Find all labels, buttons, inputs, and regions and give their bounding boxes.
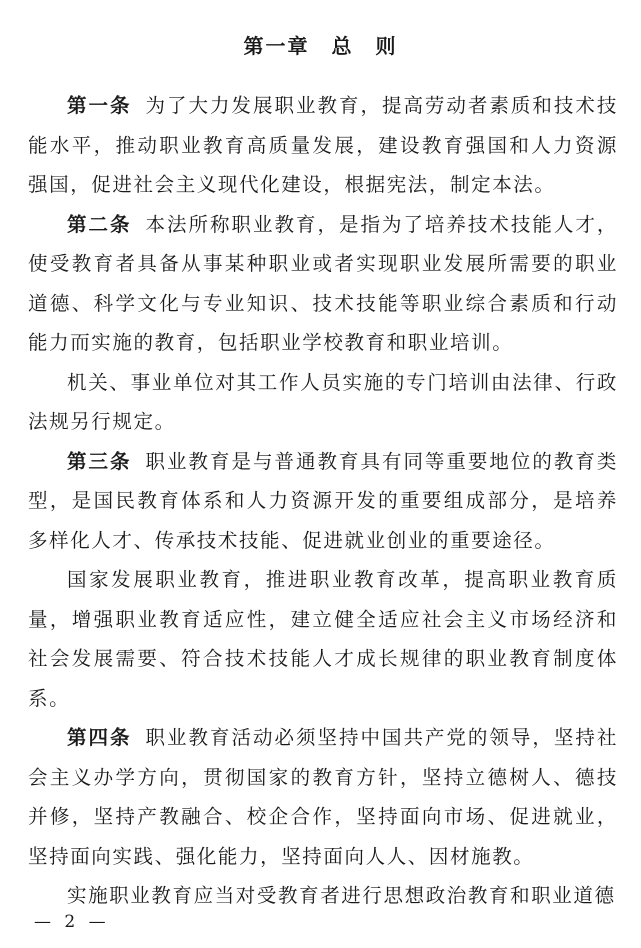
article-label: 第三条 xyxy=(67,449,132,473)
paragraph-text: 实施职业教育应当对受教育者进行思想政治教育和职业道德 xyxy=(67,884,616,907)
paragraph-text: 机关、事业单位对其工作人员实施的专门培训由法律、行政法规另行规定。 xyxy=(28,370,618,433)
paragraph xyxy=(28,442,618,561)
document-body xyxy=(28,86,618,916)
paragraph xyxy=(28,718,618,876)
paragraph-text: 国家发展职业教育，推进职业教育改革，提高职业教育质量，增强职业教育适应性，建立健全适应社会主义市场经济和社会发展需要、符合技术技能人才成长规律的职业教育制度体系。 xyxy=(28,568,618,710)
paragraph xyxy=(28,205,618,363)
article-label: 第二条 xyxy=(67,212,132,236)
paragraph-text: 职业教育活动必须坚持中国共产党的领导，坚持社会主义办学方向，贯彻国家的教育方针，坚持立德树人、德技并修，坚持产教融合、校企合作，坚持面向市场、促进就业，坚持面向实践、强化能力，坚持面向人人、因材施教。 xyxy=(28,726,618,868)
paragraph-text: 本法所称职业教育，是指为了培养技术技能人才，使受教育者具备从事某种职业或者实现职业发展所需要的职业道德、科学文化与专业知识、技术技能等职业综合素质和行动能力而实施的教育，包括职业学校教育和职业培训。 xyxy=(28,212,618,354)
chapter-label: 第一章 xyxy=(243,34,310,58)
paragraph xyxy=(28,876,618,916)
article-label: 第一条 xyxy=(67,94,132,117)
chapter-heading xyxy=(0,30,641,59)
page-number: — 2 — xyxy=(34,912,110,932)
article-label: 第四条 xyxy=(67,726,132,749)
paragraph-text: 为了大力发展职业教育，提高劳动者素质和技术技能水平，推动职业教育高质量发展，建设教育强国和人力资源强国，促进社会主义现代化建设，根据宪法，制定本法。 xyxy=(28,94,618,196)
paragraph-text: 职业教育是与普通教育具有同等重要地位的教育类型，是国民教育体系和人力资源开发的重要组成部分，是培养多样化人才、传承技术技能、促进就业创业的重要途径。 xyxy=(28,449,618,552)
paragraph xyxy=(28,560,618,718)
paragraph xyxy=(28,363,618,442)
chapter-title-text: 总 则 xyxy=(331,34,398,58)
paragraph xyxy=(28,86,618,205)
